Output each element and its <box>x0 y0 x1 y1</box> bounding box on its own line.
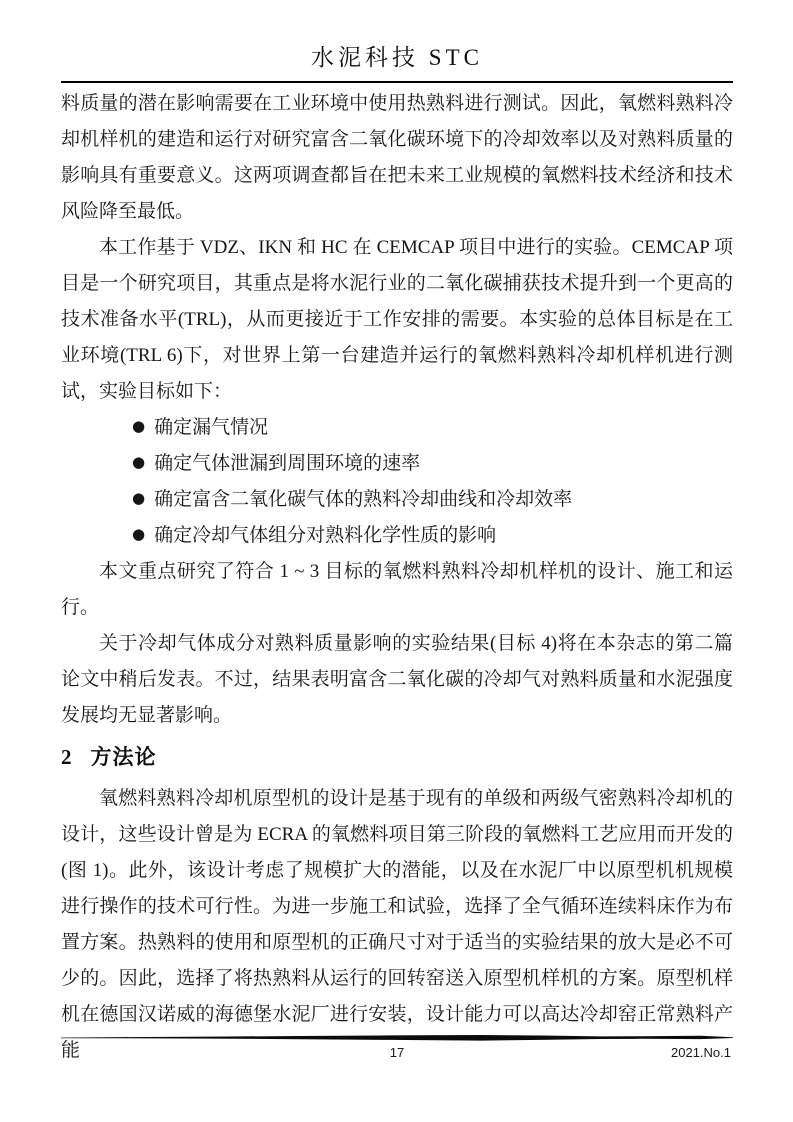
issue-label: 2021.No.1 <box>671 1045 731 1060</box>
page-footer <box>61 1032 733 1063</box>
bullet-text: 确定富含二氧化碳气体的熟料冷却曲线和冷却效率 <box>154 489 573 510</box>
page-number: 17 <box>389 1045 405 1060</box>
section-number: 2 <box>61 745 72 769</box>
section-title: 方法论 <box>90 746 157 769</box>
objectives-bullet-list <box>61 410 733 554</box>
header-rule <box>61 81 733 83</box>
paragraph-cemcap: 本工作基于 VDZ、IKN 和 HC 在 CEMCAP 项目中进行的实验。CEMCAP 项目是一个研究项目，其重点是将水泥行业的二氧化碳捕获技术提升到一个更高的技术准备水平(TRL)，从而更接近于工作安排的需要。本实验的总体目标是在工业环境(TRL 6)下，对世界上第一台建造并运行的氧燃料熟料冷却机样机进行测试，实验目标如下： <box>61 237 733 402</box>
list-item <box>132 518 733 554</box>
paragraph-methodology: 氧燃料熟料冷却机原型机的设计是基于现有的单级和两级气密熟料冷却机的设计，这些设计曾是为 ECRA 的氧燃料项目第三阶段的氧燃料工艺应用而开发的(图 1)。此外，该设计考虑了规模扩大的潜能，以及在水泥厂中以原型机机规模进行操作的技术可行性。为进一步施工和试验，选择了全气循环连续料床作为布置方案。热熟料的使用和原型机的正确尺寸对于适当的实验结果的放大是必不可少的。因此，选择了将热熟料从运行的回转窑送入原型机样机的方案。原型机样机在德国汉诺威的海德堡水泥厂进行安装，设计能力可以高达冷却窑正常熟料产能 <box>61 788 733 1061</box>
paragraph-focus: 本文重点研究了符合 1 ~ 3 目标的氧燃料熟料冷却机样机的设计、施工和运行。 <box>61 561 733 618</box>
list-item <box>132 482 733 518</box>
bullet-icon: ● <box>132 417 146 435</box>
bullet-icon: ● <box>132 453 146 471</box>
page-header <box>61 0 733 83</box>
list-item <box>132 410 733 446</box>
section-heading <box>61 743 733 772</box>
bullet-icon: ● <box>132 489 146 507</box>
footer-meta <box>61 1045 733 1063</box>
bullet-text: 确定气体泄漏到周围环境的速率 <box>154 453 421 474</box>
paragraph-results-note: 关于冷却气体成分对熟料质量影响的实验结果(目标 4)将在本杂志的第二篇论文中稍后发表。不过，结果表明富含二氧化碳的冷却气对熟料质量和水泥强度发展均无显著影响。 <box>61 633 733 726</box>
journal-title: 水泥科技 STC <box>311 45 483 70</box>
bullet-icon: ● <box>132 525 146 543</box>
footer-rule <box>61 1032 733 1044</box>
list-item <box>132 446 733 482</box>
bullet-text: 确定漏气情况 <box>154 417 269 438</box>
page-body <box>61 86 733 1069</box>
bullet-text: 确定冷却气体组分对熟料化学性质的影响 <box>154 525 497 546</box>
paragraph-continuation: 料质量的潜在影响需要在工业环境中使用热熟料进行测试。因此，氧燃料熟料冷却机样机的建造和运行对研究富含二氧化碳环境下的冷却效率以及对熟料质量的影响具有重要意义。这两项调查都旨在把未来工业规模的氧燃料技术经济和技术风险降至最低。 <box>61 93 733 222</box>
